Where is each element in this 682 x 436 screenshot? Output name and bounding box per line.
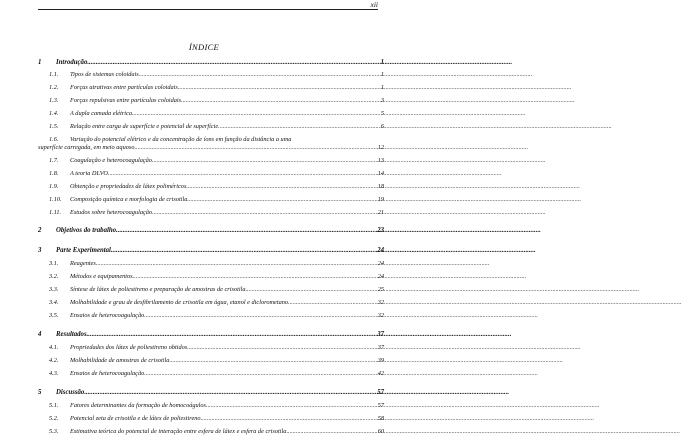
toc-entry-number: 1.3. — [49, 97, 59, 104]
toc-leader-dots — [178, 84, 380, 92]
toc-section-entry[interactable] — [38, 97, 384, 105]
toc-entry-label: Obtenção e propriedades de látex poliméricos — [70, 183, 187, 190]
toc-chapter-entry[interactable] — [38, 330, 384, 339]
toc-entry-page: 13 — [377, 157, 384, 164]
toc-section-entry[interactable] — [38, 402, 384, 410]
toc-entry-number: 5.2. — [49, 415, 59, 422]
toc-leader-dots — [186, 183, 376, 191]
toc-section-entry[interactable] — [38, 196, 384, 204]
toc-leader-dots — [201, 415, 377, 423]
toc-entry-page: 12 — [377, 144, 384, 151]
toc-entry-label: Forças repulsivas entre partículas coloidais — [70, 97, 182, 104]
toc-entry-page: 18 — [377, 183, 384, 190]
toc-section-entry[interactable] — [38, 312, 384, 320]
toc-section-entry[interactable] — [38, 71, 384, 79]
toc-entry-label: Parte Experimental — [56, 247, 111, 254]
toc-entry-label: Molhabilidade de amostras de crisotila — [70, 357, 170, 364]
toc-entry-page: 1 — [380, 59, 384, 66]
toc-entry-label: Estimativa teórica do potencial de interação entre esfera de látex e esfera de crisotila — [70, 428, 287, 435]
toc-entry-number: 3.3. — [49, 286, 59, 293]
toc-chapter-entry[interactable] — [38, 388, 384, 397]
toc-entry-page: 1 — [380, 71, 384, 78]
toc-entry-page: 21 — [377, 209, 384, 216]
toc-entry-page: 6 — [380, 123, 384, 130]
toc-section-entry[interactable] — [38, 110, 384, 118]
toc-leader-dots — [187, 344, 376, 352]
toc-entry-number: 1.5. — [49, 123, 59, 130]
toc-leader-dots — [87, 58, 379, 67]
toc-section-entry[interactable] — [38, 415, 384, 423]
toc-entry-number: 1.11. — [49, 209, 62, 216]
toc-leader-dots — [111, 246, 376, 255]
toc-section-entry[interactable] — [38, 209, 384, 217]
toc-entry-label: Composição química e morfologia de crisotila — [70, 196, 188, 203]
toc-entry-page: 37 — [377, 331, 384, 338]
toc-entry-number: 3.1. — [49, 260, 59, 267]
toc-section-entry[interactable] — [38, 183, 384, 191]
toc-entry-label: Discussão — [56, 389, 85, 396]
toc-entry-label: Síntese de látex de poliestireno e preparação de amostras de crisotila — [70, 286, 246, 293]
toc-entry-number: 3.2. — [49, 273, 59, 280]
toc-entry-page: 1 — [380, 84, 384, 91]
toc-entry-label: Propriedades dos látex de poliestireno obtidos — [70, 344, 188, 351]
toc-entry-number: 1.9. — [49, 183, 59, 190]
toc-entry-page: 42 — [377, 370, 384, 377]
toc-section-entry[interactable] — [38, 84, 384, 92]
toc-entry-number: 3 — [38, 247, 42, 254]
toc-section-entry[interactable] — [38, 273, 384, 281]
toc-entry-number: 1 — [38, 59, 42, 66]
toc-title: ÍNDICE — [188, 42, 220, 52]
toc-entry-page: 19 — [377, 196, 384, 203]
toc-entry-number: 1.1. — [49, 71, 59, 78]
toc-entry-page: 37 — [377, 344, 384, 351]
toc-section-entry[interactable] — [38, 170, 384, 178]
toc-leader-dots — [96, 260, 377, 268]
toc-section-entry[interactable] — [38, 299, 384, 307]
toc-entry-number: 4.2. — [49, 357, 59, 364]
toc-leader-dots — [187, 196, 376, 204]
toc-entry-label: A teoria DLVO — [70, 170, 108, 177]
toc-entry-number: 3.4. — [49, 299, 59, 306]
toc-section-entry[interactable] — [38, 123, 384, 131]
toc-entry-number: 1.8. — [49, 170, 59, 177]
toc-entry-label: A dupla camada elétrica — [70, 110, 132, 117]
toc-leader-dots — [152, 209, 377, 217]
toc-chapter-entry[interactable] — [38, 246, 384, 255]
toc-section-entry[interactable] — [38, 157, 384, 165]
toc-section-entry[interactable] — [38, 357, 384, 365]
toc-leader-dots — [152, 157, 377, 165]
toc-entry-label: Métodos e equipamentos — [70, 273, 133, 280]
toc-leader-dots — [116, 226, 376, 235]
toc-entry-number: 5.1. — [49, 402, 59, 409]
toc-leader-dots — [133, 273, 377, 281]
toc-leader-dots — [169, 357, 376, 365]
toc-entry-page: 24 — [377, 273, 384, 280]
toc-leader-dots — [139, 71, 380, 79]
toc-entry-page: 58 — [377, 415, 384, 422]
table-of-contents — [38, 58, 384, 436]
toc-entry-label: Estudos sobre heterocoagulação — [70, 209, 153, 216]
toc-section-entry[interactable] — [38, 286, 384, 294]
toc-entry-number: 4.3. — [49, 370, 59, 377]
toc-leader-dots — [87, 330, 377, 339]
toc-entry-label: Introdução — [56, 59, 88, 66]
toc-leader-dots — [84, 388, 376, 397]
page-number: xii — [370, 0, 378, 9]
toc-section-entry[interactable] — [38, 136, 384, 152]
toc-leader-dots — [132, 110, 380, 118]
toc-entry-page: 5 — [380, 110, 384, 117]
toc-section-entry[interactable] — [38, 344, 384, 352]
toc-entry-label-continued: superfície carregada, em meio aquoso — [38, 144, 135, 151]
toc-leader-dots — [288, 299, 377, 307]
toc-entry-page: 24 — [377, 247, 384, 254]
toc-entry-page: 3 — [380, 97, 384, 104]
toc-leader-dots — [206, 402, 377, 410]
toc-entry-number: 1.6. — [49, 136, 59, 143]
header-rule — [38, 9, 378, 10]
toc-entry-number: 4.1. — [49, 344, 59, 351]
toc-leader-dots — [108, 170, 377, 178]
toc-entry-number: 4 — [38, 331, 42, 338]
toc-leader-dots — [181, 97, 380, 105]
toc-entry-page: 24 — [377, 260, 384, 267]
toc-entry-number: 1.10. — [49, 196, 62, 203]
toc-entry-label: Variação do potencial elétrico e da concentração de íons em função da distância a uma — [70, 136, 292, 143]
toc-entry-number: 1.2. — [49, 84, 59, 91]
toc-section-entry[interactable] — [38, 428, 384, 436]
toc-entry-page: 32 — [377, 312, 384, 319]
toc-entry-page: 23 — [377, 227, 384, 234]
toc-entry-page: 25 — [377, 286, 384, 293]
toc-entry-page: 14 — [377, 170, 384, 177]
toc-entry-number: 2 — [38, 227, 42, 234]
toc-entry-label: Reagentes — [70, 260, 96, 267]
toc-entry-label: Ensaios de heterocoagulação — [70, 370, 145, 377]
toc-entry-page: 32 — [377, 299, 384, 306]
toc-leader-dots — [245, 286, 376, 294]
toc-section-entry[interactable] — [38, 260, 384, 268]
toc-leader-dots — [144, 370, 376, 378]
toc-leader-dots — [286, 428, 376, 436]
toc-entry-label: Tipos de sistemas coloidais — [70, 71, 139, 78]
toc-entry-label: Forças atrativas entre partículas coloidais — [70, 84, 178, 91]
toc-entry-page: 60 — [377, 428, 384, 435]
toc-entry-number: 1.7. — [49, 157, 59, 164]
toc-entry-number: 3.5. — [49, 312, 59, 319]
toc-entry-number: 5 — [38, 389, 42, 396]
toc-entry-label: Potencial zeta de crisotila e de látex de poliestireno — [70, 415, 201, 422]
toc-entry-page: 57 — [377, 402, 384, 409]
toc-entry-label: Molhabilidade e grau de desfibrilamento de crisotila em água, etanol e diclorometano — [70, 299, 289, 306]
toc-leader-dots — [134, 144, 376, 152]
toc-entry-number: 1.4. — [49, 110, 59, 117]
toc-section-entry[interactable] — [38, 370, 384, 378]
toc-entry-label: Fatores determinantes da formação de homocoágulos — [70, 402, 207, 409]
toc-entry-page: 57 — [377, 389, 384, 396]
toc-entry-label: Objetivos do trabalho — [56, 227, 117, 234]
toc-leader-dots — [144, 312, 376, 320]
toc-entry-label: Coagulação e heterocoagulação — [70, 157, 152, 164]
toc-entry-page: 39 — [377, 357, 384, 364]
toc-entry-number: 5.3. — [49, 428, 59, 435]
toc-leader-dots — [218, 123, 380, 131]
toc-chapter-entry[interactable] — [38, 58, 384, 67]
toc-entry-label: Ensaios de heterocoagulação — [70, 312, 145, 319]
toc-entry-label: Relação entre carga de superfície e potencial de superfície — [70, 123, 219, 130]
toc-entry-label: Resultados — [56, 331, 87, 338]
toc-chapter-entry[interactable] — [38, 226, 384, 235]
